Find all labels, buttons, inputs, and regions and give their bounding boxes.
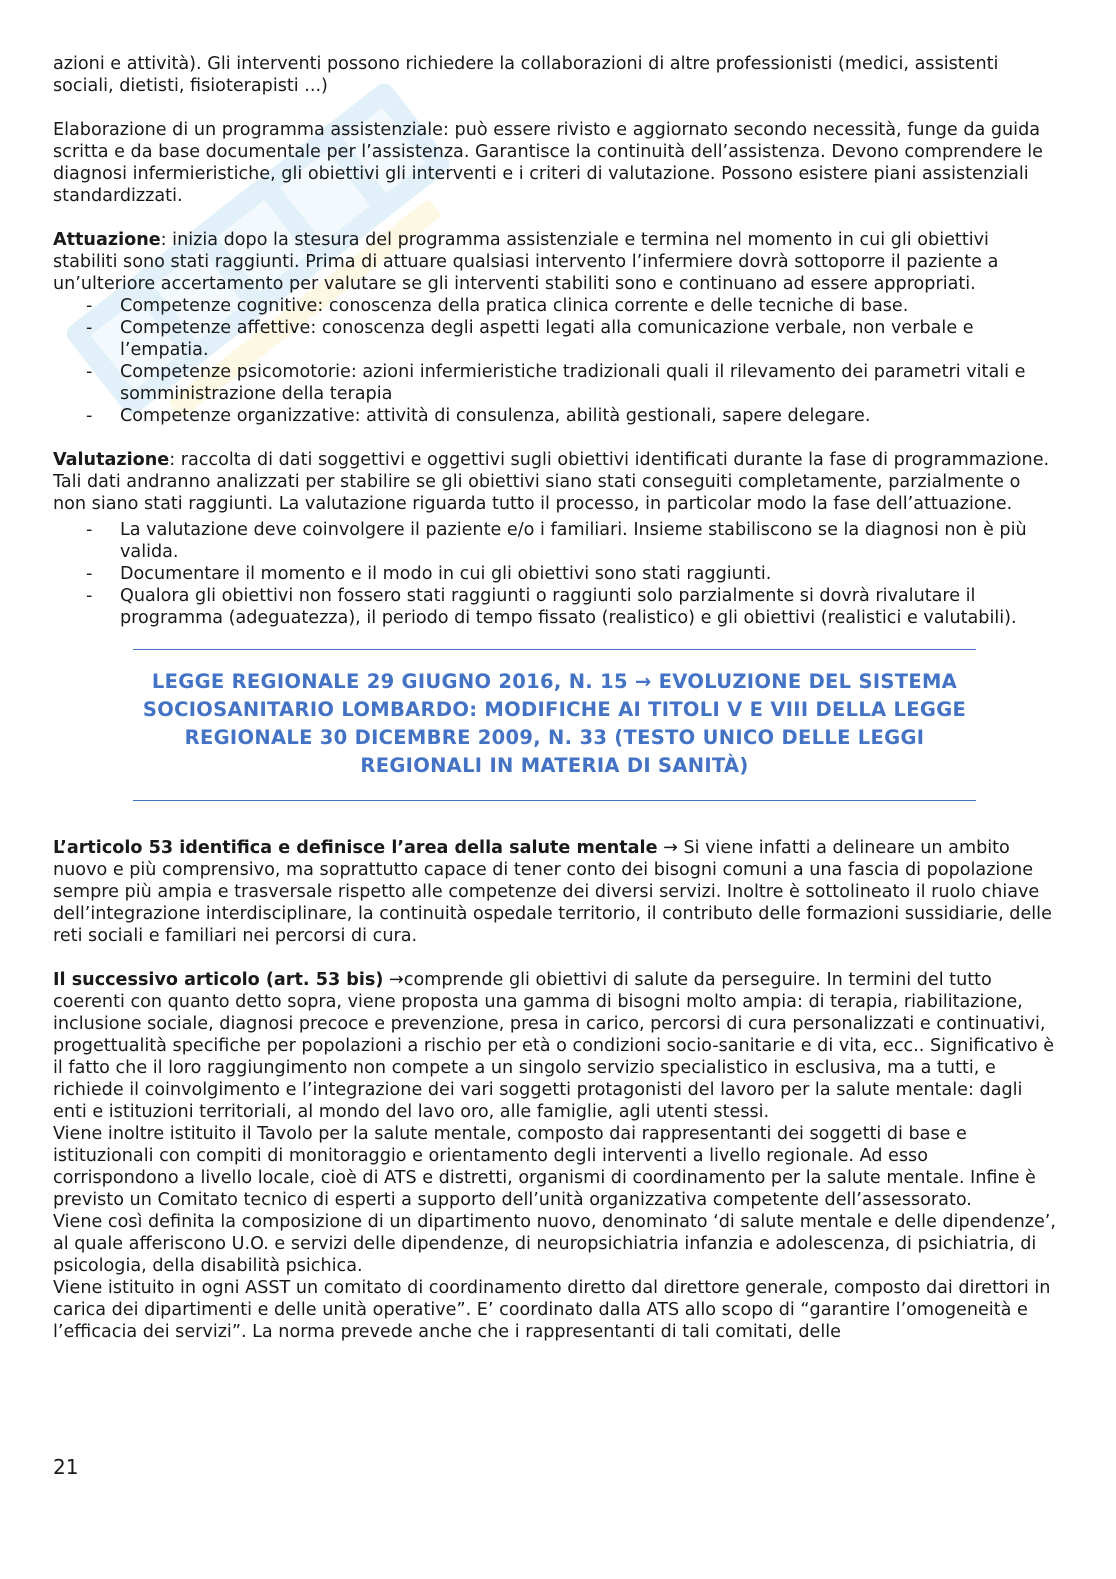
art53bis-lead: Il successivo articolo (art. 53 bis)	[53, 970, 384, 990]
list-item: - Competenze organizzative: attività di consulenza, abilità gestionali, sapere delegare.	[53, 405, 1056, 427]
paragraph-art53	[53, 837, 1056, 947]
page-number: 21	[53, 1455, 79, 1479]
paragraph-dipartimento: Viene così definita la composizione di un dipartimento nuovo, denominato ‘di salute mentale e delle dipendenze’, al quale afferiscono U.O. e servizi delle dipendenze, di neuropsichiatria infanzia e adolescenza, di psichiatria, di psicologia, della disabilità psichica.	[53, 1212, 1056, 1276]
art53-lead: L’articolo 53 identifica e definisce l’area della salute mentale	[53, 838, 658, 858]
list-item: - Competenze affettive: conoscenza degli aspetti legati alla comunicazione verbale, non verbale e l’empatia.	[53, 317, 1056, 361]
arrow-icon: →	[383, 970, 404, 990]
term-attuazione: Attuazione	[53, 230, 161, 250]
term-valutazione: Valutazione	[53, 450, 170, 470]
paragraph-interventi: azioni e attività). Gli interventi possono richiedere la collaborazioni di altre professionisti (medici, assistenti sociali, dietisti, fisioterapisti ...)	[53, 54, 999, 96]
document-page	[53, 53, 1056, 1343]
attuazione-list	[53, 295, 1056, 427]
section-heading: LEGGE REGIONALE 29 GIUGNO 2016, N. 15 → EVOLUZIONE DEL SISTEMA SOCIOSANITARIO LOMBARDO: MODIFICHE AI TITOLI V E VIII DELLA LEGGE REGIONALE 30 DICEMBRE 2009, N. 33 (TESTO UNICO DELLE LEGGI REGIONALI IN MATERIA DI SANITÀ)	[142, 670, 967, 777]
paragraph-programma: Elaborazione di un programma assistenziale: può essere rivisto e aggiornato secondo necessità, funge da guida scritta e da base documentale per l’assistenza. Garantisce la continuità dell’assistenza. Devono comprendere le diagnosi infermieristiche, gli obiettivi gli interventi e i criteri di valutazione. Possono esistere piani assistenziali standardizzati.	[53, 120, 1043, 206]
paragraph-tavolo: Viene inoltre istituito il Tavolo per la salute mentale, composto dai rappresentanti dei soggetti di base e istituzionali con compiti di monitoraggio e orientamento degli interventi a livello regionale. Ad esso corrispondono a livello locale, cioè di ATS e distretti, organismi di coordinamento per la salute mentale. Infine è previsto un Comitato tecnico di esperti a supporto dell’unità organizzativa competente dell’assessorato.	[53, 1124, 1036, 1210]
paragraph-art53bis	[53, 969, 1056, 1123]
art53bis-text: comprende gli obiettivi di salute da perseguire. In termini del tutto coerenti con quanto detto sopra, viene proposta una gamma di bisogni molto ampia: di terapia, riabilitazione, inclusione sociale, diagnosi precoce e prevenzione, presa in carico, percorsi di cura personalizzati e continuativi, progettualità specifiche per popolazioni a rischio per età o condizioni socio-sanitarie e di vita, ecc.. Significativo è il fatto che il loro raggiungimento non compete a un singolo servizio specialistico in esclusiva, ma a tutti, e richiede il coinvolgimento e l’integrazione dei vari soggetti protagonisti del lavoro per la salute mentale: dagli enti e istituzioni territoriali, al mondo del lavo oro, alle famiglie, agli utenti stessi.	[53, 970, 1055, 1122]
list-item: - Qualora gli obiettivi non fossero stati raggiunti o raggiunti solo parzialmente si dovrà rivalutare il programma (adeguatezza), il periodo di tempo fissato (realistico) e gli obiettivi (realistici e valutabili).	[53, 585, 1056, 629]
arrow-icon: →	[657, 838, 684, 858]
valutazione-text: : raccolta di dati soggettivi e oggettivi sugli obiettivi identificati durante la fase di programmazione. Tali dati andranno analizzati per stabilire se gli obiettivi siano stati conseguiti completamente, parzialmente o non siano stati raggiunti. La valutazione riguarda tutto il processo, in particolar modo la fase dell’attuazione.	[53, 450, 1050, 514]
section-heading-block	[133, 649, 976, 801]
list-item: - Competenze psicomotorie: azioni infermieristiche tradizionali quali il rilevamento dei parametri vitali e somministrazione della terapia	[53, 361, 1056, 405]
art53-text: Si viene infatti a delineare un ambito nuovo e più comprensivo, ma soprattutto capace di tener conto dei bisogni comuni a una fascia di popolazione sempre più ampia e trasversale rispetto alle competenze dei diversi servizi. Inoltre è sottolineato il ruolo chiave dell’integrazione interdisciplinare, la continuità ospedale territorio, il contributo delle formazioni sussidiarie, delle reti sociali e familiari nei percorsi di cura.	[53, 838, 1052, 946]
list-item: - Competenze cognitive: conoscenza della pratica clinica corrente e delle tecniche di base.	[53, 295, 1056, 317]
valutazione-list	[53, 519, 1056, 629]
paragraph-asst: Viene istituito in ogni ASST un comitato di coordinamento diretto dal direttore generale, composto dai direttori in carica dei dipartimenti e delle unità operative”. E’ coordinato dalla ATS allo scopo di “garantire l’omogeneità e l’efficacia dei servizi”. La norma prevede anche che i rappresentanti di tali comitati, delle	[53, 1278, 1051, 1342]
list-item: - Documentare il momento e il modo in cui gli obiettivi sono stati raggiunti.	[53, 563, 1056, 585]
attuazione-text: : inizia dopo la stesura del programma assistenziale e termina nel momento in cui gli obiettivi stabiliti sono stati raggiunti. Prima di attuare qualsiasi intervento l’infermiere dovrà sottoporre il paziente a un’ulteriore accertamento per valutare se gli interventi stabiliti sono e continuano ad essere appropriati.	[53, 230, 999, 294]
paragraph-attuazione	[53, 229, 1056, 295]
paragraph-valutazione	[53, 449, 1056, 515]
list-item: - La valutazione deve coinvolgere il paziente e/o i familiari. Insieme stabiliscono se la diagnosi non è più valida.	[53, 519, 1056, 563]
